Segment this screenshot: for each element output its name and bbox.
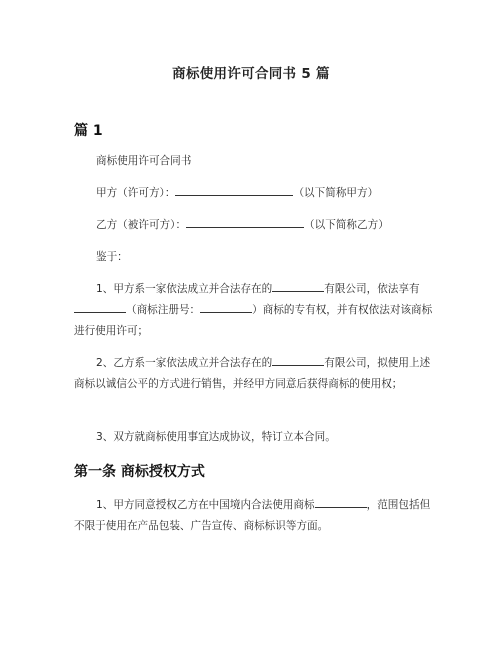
party-b-label: 乙方（被许可方）：	[96, 219, 187, 231]
clause-3: 3、双方就商标使用事宜达成协议，特订立本合同。	[96, 431, 336, 443]
contract-title: 商标使用许可合同书	[96, 155, 192, 167]
party-a-line	[74, 183, 434, 204]
part-heading: 篇 1	[74, 123, 103, 139]
party-a-suffix: （以下简称甲方）	[293, 187, 379, 199]
document-title: 商标使用许可合同书 5 篇	[172, 66, 330, 82]
clause-1-trademark-blank	[74, 300, 126, 313]
article-1-heading: 第一条 商标授权方式	[74, 464, 205, 480]
clause-1-regno-blank	[200, 300, 252, 313]
clause-2: 2、乙方系一家依法成立并合法存在的 有限公司，拟使用上述商标以诚信公平的方式进行销售，并经甲方同意后获得商标的使用权；	[74, 353, 434, 395]
party-a-label: 甲方（许可方）：	[96, 187, 176, 199]
party-b-suffix: （以下简称乙方）	[304, 219, 389, 231]
party-a-blank	[175, 183, 293, 196]
party-b-blank	[186, 215, 304, 228]
article-1-item-1: 1、甲方同意授权乙方在中国境内合法使用商标 ，范围包括但不限于使用在产品包装、广告宣传、商标标识等方面。	[74, 495, 434, 537]
clause-1-company-blank	[272, 279, 324, 292]
whereas-line: 鉴于：	[96, 251, 128, 263]
clause-1: 1、甲方系一家依法成立并合法存在的 有限公司，依法享有（商标注册号： ）商标的专有权，并有权依法对该商标进行使用许可；	[74, 279, 434, 342]
article-1-trademark-blank	[315, 495, 367, 508]
party-b-line	[74, 215, 434, 236]
clause-2-company-blank	[272, 353, 324, 366]
